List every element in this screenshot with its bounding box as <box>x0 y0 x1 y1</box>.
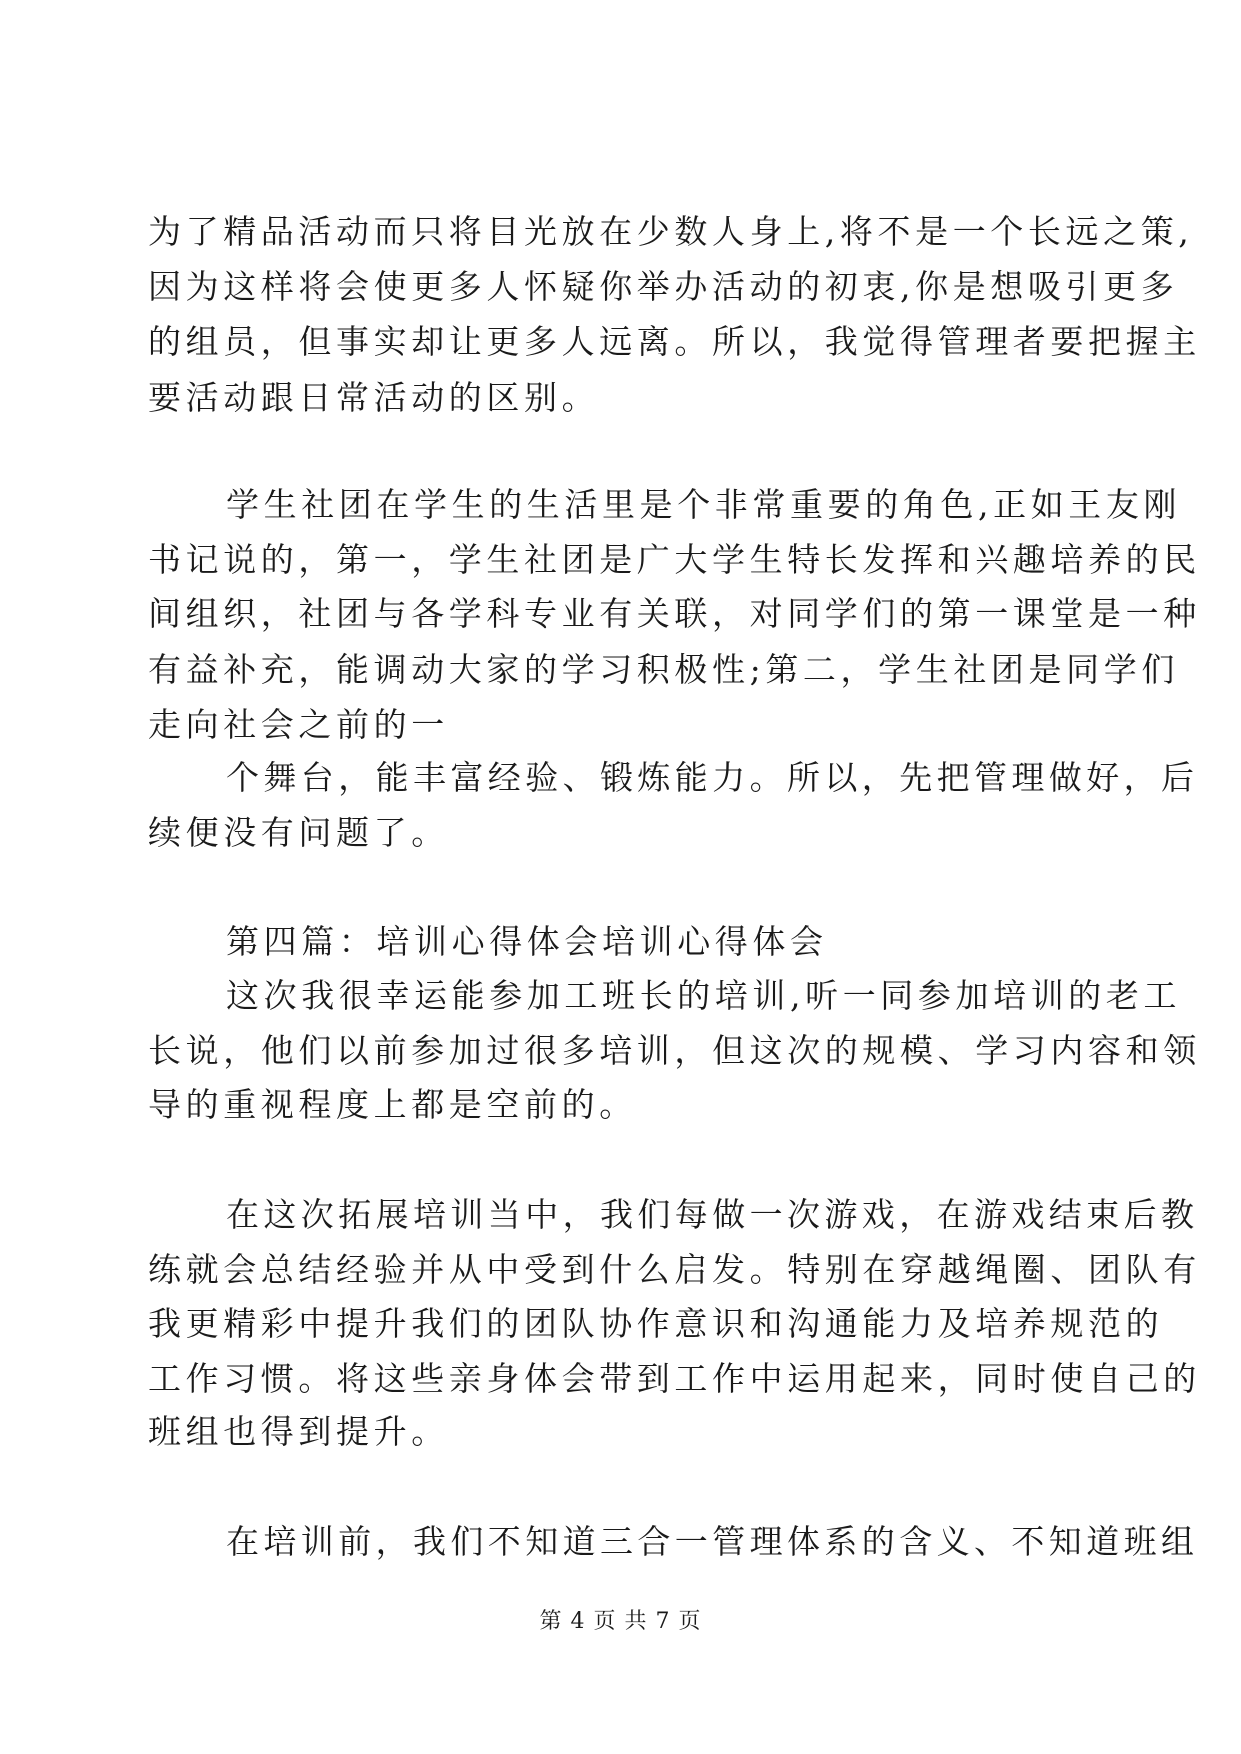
text-line: 在这次拓展培训当中，我们每做一次游戏，在游戏结束后教 <box>226 1195 1199 1234</box>
text-line: 为了精品活动而只将目光放在少数人身上,将不是一个长远之策, <box>148 212 1194 251</box>
text-line: 学生社团在学生的生活里是个非常重要的角色,正如王友刚 <box>226 485 1182 524</box>
text-line: 导的重视程度上都是空前的。 <box>148 1085 637 1124</box>
text-line: 长说，他们以前参加过很多培训，但这次的规模、学习内容和领 <box>148 1031 1201 1070</box>
text-line: 书记说的，第一，学生社团是广大学生特长发挥和兴趣培养的民 <box>148 540 1201 579</box>
text-line: 因为这样将会使更多人怀疑你举办活动的初衷,你是想吸引更多 <box>148 267 1179 306</box>
text-line: 班组也得到提升。 <box>148 1412 449 1451</box>
text-line: 练就会总结经验并从中受到什么启发。特别在穿越绳圈、团队有 <box>148 1250 1201 1289</box>
text-line: 要活动跟日常活动的区别。 <box>148 378 600 417</box>
text-line: 个舞台，能丰富经验、锻炼能力。所以，先把管理做好，后 <box>226 758 1199 797</box>
text-line: 续便没有问题了。 <box>148 813 449 852</box>
page-number: 第 4 页 共 7 页 <box>539 1609 702 1634</box>
section-heading: 第四篇：培训心得体会培训心得体会 <box>226 922 828 961</box>
text-line: 这次我很幸运能参加工班长的培训,听一同参加培训的老工 <box>226 976 1182 1015</box>
text-line: 我更精彩中提升我们的团队协作意识和沟通能力及培养规范的 <box>148 1304 1164 1343</box>
text-line: 在培训前，我们不知道三合一管理体系的含义、不知道班组 <box>226 1522 1199 1561</box>
text-line: 工作习惯。将这些亲身体会带到工作中运用起来，同时使自己的 <box>148 1359 1201 1398</box>
text-line: 间组织，社团与各学科专业有关联，对同学们的第一课堂是一种 <box>148 594 1201 633</box>
text-line: 的组员，但事实却让更多人远离。所以，我觉得管理者要把握主 <box>148 322 1201 361</box>
text-line: 有益补充，能调动大家的学习积极性;第二，学生社团是同学们 <box>148 650 1179 689</box>
text-line: 走向社会之前的一 <box>148 705 449 744</box>
